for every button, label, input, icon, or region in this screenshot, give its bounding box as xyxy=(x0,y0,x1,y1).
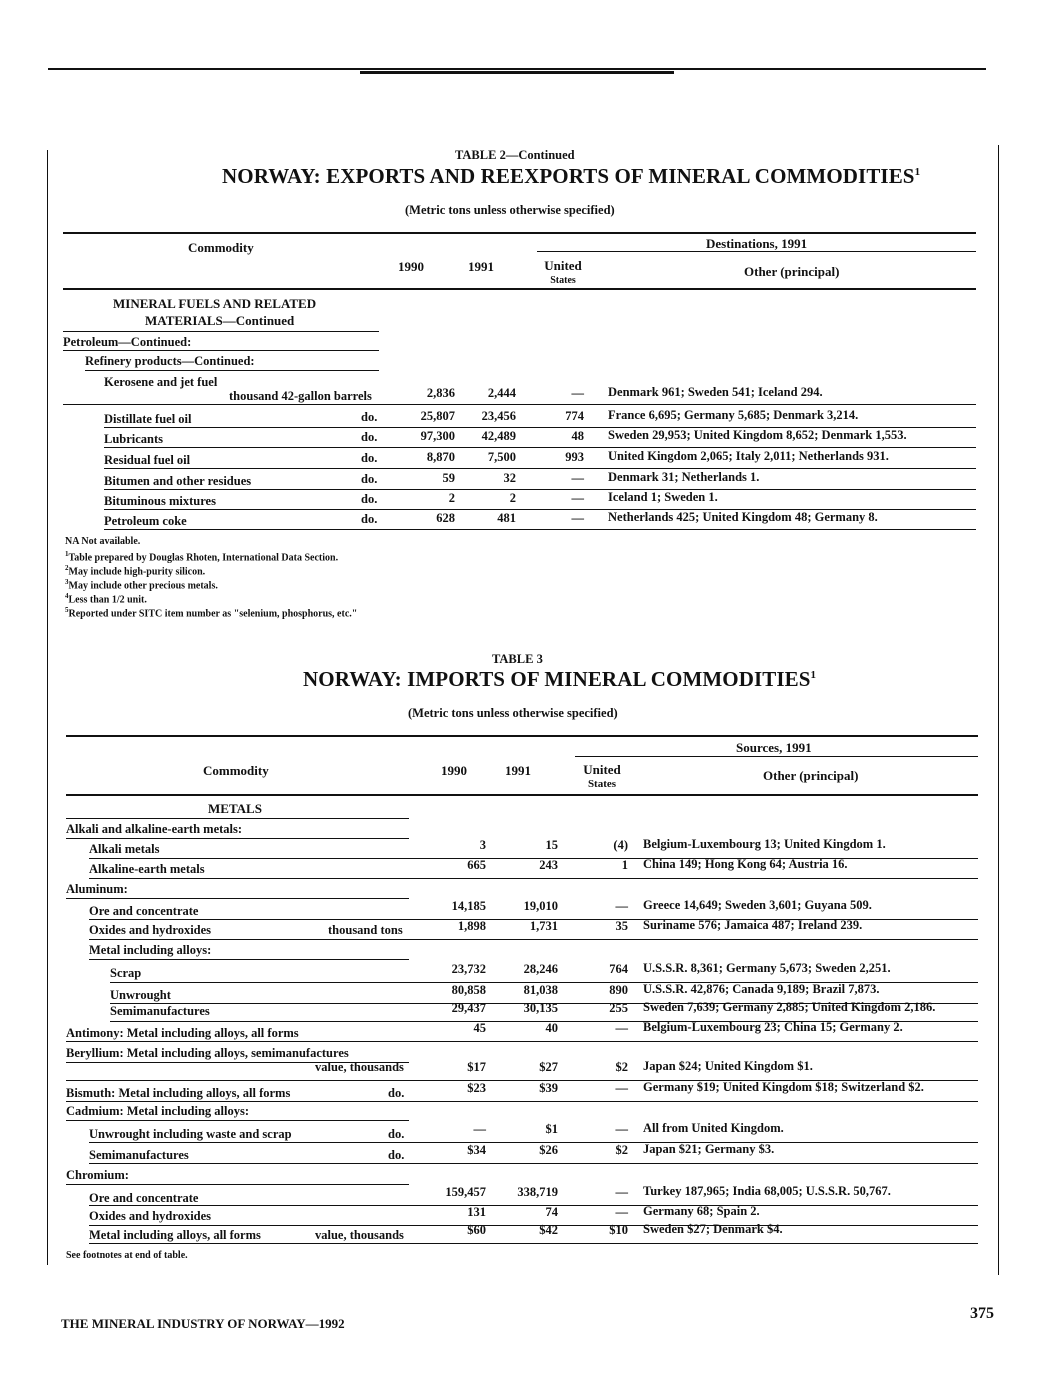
table2-row-1991: 481 xyxy=(497,511,516,525)
table2-row-1990: 628 xyxy=(436,511,455,525)
table3-row-name: Semimanufactures xyxy=(110,1004,210,1018)
table2-footnote xyxy=(65,550,338,563)
table2-row-unit: do. xyxy=(361,512,378,526)
table3-row-1991: 19,010 xyxy=(523,899,558,913)
table2-row-name: Petroleum coke xyxy=(104,514,187,528)
table3-row-name: Unwrought including waste and scrap xyxy=(89,1127,292,1141)
table2-row-1991: 2 xyxy=(509,491,516,505)
table2-header-commodity: Commodity xyxy=(188,240,254,255)
table2-footnote xyxy=(65,606,357,619)
table3-row-other: U.S.S.R. 42,876; Canada 9,189; Brazil 7,873. xyxy=(643,982,880,996)
table3-group-label: Cadmium: Metal including alloys: xyxy=(66,1104,249,1118)
table3-row-name: Scrap xyxy=(110,966,142,980)
table2-footnote xyxy=(65,592,147,605)
table3-row-name: Ore and concentrate xyxy=(89,904,199,918)
table2-title-text: NORWAY: EXPORTS AND REEXPORTS OF MINERAL COMMODITIES xyxy=(222,164,915,188)
table3-header-other: Other (principal) xyxy=(763,768,859,783)
table3-row-rule xyxy=(89,939,978,940)
table3-header-top-rule xyxy=(66,735,978,737)
table2-header-destinations: Destinations, 1991 xyxy=(706,236,808,251)
table3-section: METALS xyxy=(208,801,262,816)
table2-group-petroleum-rule xyxy=(63,350,379,351)
table2-section-line1: MINERAL FUELS AND RELATED xyxy=(113,296,317,311)
table3-row-other: U.S.S.R. 8,361; Germany 5,673; Sweden 2,251. xyxy=(643,961,891,975)
table2-row-us: — xyxy=(571,386,584,400)
table2-row-us: — xyxy=(571,511,584,525)
table3-row-other: All from United Kingdom. xyxy=(643,1121,784,1135)
table3-row-name: Metal including alloys, all forms xyxy=(89,1228,261,1242)
table3-row-other: Japan $24; United Kingdom $1. xyxy=(643,1059,813,1073)
table2-row-other: France 6,695; Germany 5,685; Denmark 3,214. xyxy=(608,408,859,422)
table3-row-us: 764 xyxy=(609,962,628,976)
table3-row-us: 35 xyxy=(615,919,628,933)
table2-title xyxy=(222,164,920,189)
table3-header-us xyxy=(574,762,630,792)
table3-row-1990: 80,858 xyxy=(451,983,486,997)
table2-footnote-mark: 1 xyxy=(65,550,69,558)
table3-row-other: China 149; Hong Kong 64; Austria 16. xyxy=(643,857,848,871)
table2-header-bottom-rule xyxy=(63,288,976,290)
table2-row-1991: 32 xyxy=(503,471,516,485)
table3-subtitle: (Metric tons unless otherwise specified) xyxy=(408,706,618,720)
table3-row-us: 890 xyxy=(609,983,628,997)
table2-row-other: United Kingdom 2,065; Italy 2,011; Netherlands 931. xyxy=(608,449,889,463)
table2-row-1991: 2,444 xyxy=(487,386,516,400)
table2-footnote xyxy=(65,578,218,591)
table3-row-1991: $27 xyxy=(539,1060,558,1074)
table3-row-unit: value, thousands xyxy=(315,1060,404,1074)
table2-row-1990: 8,870 xyxy=(426,450,455,464)
table2-row-other: Iceland 1; Sweden 1. xyxy=(608,490,718,504)
table3-section-rule xyxy=(66,818,409,819)
table2-row-unit: do. xyxy=(361,451,378,465)
table3-caption: TABLE 3 xyxy=(492,652,543,666)
table3-row-1990: 665 xyxy=(467,858,486,872)
table2-row-rule xyxy=(104,447,976,448)
table3-row-other: Greece 14,649; Sweden 3,601; Guyana 509. xyxy=(643,898,872,912)
table2-header-other: Other (principal) xyxy=(744,264,840,279)
table2-row-1990: 2 xyxy=(448,491,455,505)
table2-footnote-mark: 2 xyxy=(65,564,69,572)
table3-row-unit: do. xyxy=(388,1086,405,1100)
table2-row-us: — xyxy=(571,471,584,485)
table3-row-other: Sweden 7,639; Germany 2,885; United Kingdom 2,186. xyxy=(643,1000,936,1014)
table3-row-rule xyxy=(89,878,978,879)
table2-footnote-text: Table prepared by Douglas Rhoten, International Data Section. xyxy=(68,552,339,564)
table2-footnote-mark: 4 xyxy=(65,592,69,600)
table3-row-us: 1 xyxy=(621,858,628,872)
table3-group-label: Aluminum: xyxy=(66,882,128,896)
table2-row-unit: do. xyxy=(361,472,378,486)
table2-row-other: Netherlands 425; United Kingdom 48; Germany 8. xyxy=(608,510,878,524)
table3-row-us: $2 xyxy=(615,1060,628,1074)
table3-sources-rule xyxy=(575,756,978,757)
table3-header-commodity: Commodity xyxy=(203,763,269,778)
table3-row-unit: do. xyxy=(388,1148,405,1162)
table3-header-bottom-rule xyxy=(66,794,978,796)
table2-group-refinery: Refinery products—Continued: xyxy=(85,354,255,368)
table2-header-top-rule xyxy=(63,232,976,234)
table2-row-1991: 42,489 xyxy=(481,429,516,443)
table3-group-rule xyxy=(66,1120,409,1121)
table2-row-unit: do. xyxy=(361,430,378,444)
table3-row-1990: 45 xyxy=(473,1021,486,1035)
table2-header-1991: 1991 xyxy=(468,259,494,274)
table3-row-1991: $1 xyxy=(545,1122,558,1136)
table3-row-us: — xyxy=(615,1021,628,1035)
table3-row-1990: $23 xyxy=(467,1081,486,1095)
table2-row-rule xyxy=(104,468,976,469)
table3-row-other: Suriname 576; Jamaica 487; Ireland 239. xyxy=(643,918,863,932)
table3-row-1990: 131 xyxy=(467,1205,486,1219)
table3-group-rule xyxy=(89,959,409,960)
table2-row-1990: 25,807 xyxy=(420,409,455,423)
table2-footnote-text: May include high-purity silicon. xyxy=(68,566,206,578)
table2-header-us xyxy=(535,258,591,288)
table3-row-1990: 23,732 xyxy=(451,962,486,976)
table2-row-us: 774 xyxy=(565,409,584,423)
table3-row-1990: 1,898 xyxy=(457,919,486,933)
table3-row-unit: thousand tons xyxy=(328,923,403,937)
table2-footnote-mark: 3 xyxy=(65,578,69,586)
table2-caption: TABLE 2—Continued xyxy=(455,148,575,162)
table3-row-name: Alkali metals xyxy=(89,842,160,856)
table3-row-1990: $34 xyxy=(467,1143,486,1157)
table2-row-rule xyxy=(63,404,976,405)
table3-title xyxy=(303,667,816,692)
table3-row-other: Sweden $27; Denmark $4. xyxy=(643,1222,783,1236)
table2-kerosene-label: Kerosene and jet fuel xyxy=(104,375,218,389)
table2-footnote xyxy=(65,536,140,547)
table2-subtitle: (Metric tons unless otherwise specified) xyxy=(405,203,615,217)
table2-row-name: Bitumen and other residues xyxy=(104,474,252,488)
table3-row-rule xyxy=(66,1101,978,1102)
table3-group-label: Metal including alloys: xyxy=(89,943,212,957)
table3-row-1990: 3 xyxy=(479,838,486,852)
table3-row-1990: 159,457 xyxy=(445,1185,486,1199)
table3-group-rule xyxy=(66,898,409,899)
table3-row-1991: 243 xyxy=(539,858,558,872)
table3-row-us: $2 xyxy=(615,1143,628,1157)
table3-row-us: — xyxy=(615,1205,628,1219)
table3-row-name: Antimony: Metal including alloys, all forms xyxy=(66,1026,299,1040)
table3-row-other: Germany $19; United Kingdom $18; Switzerland $2. xyxy=(643,1080,924,1094)
table3-row-us: — xyxy=(615,1122,628,1136)
table3-row-us: $10 xyxy=(609,1223,628,1237)
table3-row-rule xyxy=(89,1163,978,1164)
left-margin-rule xyxy=(47,150,48,1265)
table3-row-name: Bismuth: Metal including alloys, all forms xyxy=(66,1086,291,1100)
right-margin-rule xyxy=(998,145,999,1275)
table2-row-name: Lubricants xyxy=(104,432,164,446)
table3-row-1990: 14,185 xyxy=(451,899,486,913)
table3-group-rule xyxy=(66,838,409,839)
table3-row-1991: $26 xyxy=(539,1143,558,1157)
table2-footnote-text: Less than 1/2 unit. xyxy=(68,594,147,606)
table3-row-1991: $39 xyxy=(539,1081,558,1095)
table3-row-rule xyxy=(89,1243,978,1244)
table3-footnote: See footnotes at end of table. xyxy=(66,1250,188,1261)
table3-row-1991: 338,719 xyxy=(517,1185,558,1199)
table3-row-other: Japan $21; Germany $3. xyxy=(643,1142,775,1156)
table2-row-us: — xyxy=(571,491,584,505)
table2-footnote-mark: 5 xyxy=(65,606,69,614)
table2-row-other: Denmark 31; Netherlands 1. xyxy=(608,470,760,484)
table2-row-1991: 7,500 xyxy=(487,450,516,464)
table3-header-sources: Sources, 1991 xyxy=(736,740,812,755)
table3-row-us: — xyxy=(615,1185,628,1199)
table3-row-name: Alkaline-earth metals xyxy=(89,862,205,876)
table2-section-line2: MATERIALS—Continued xyxy=(145,313,295,328)
table3-row-name: Ore and concentrate xyxy=(89,1191,199,1205)
table2-row-1990: 97,300 xyxy=(420,429,455,443)
table2-title-note: 1 xyxy=(914,166,921,178)
table2-header-us-line1: United xyxy=(544,258,582,273)
page-number: 375 xyxy=(970,1305,994,1322)
table3-row-1991: 1,731 xyxy=(529,919,558,933)
table3-row-us: 255 xyxy=(609,1001,628,1015)
table2-row-1990: 2,836 xyxy=(426,386,455,400)
table3-row-unit: do. xyxy=(388,1127,405,1141)
table3-row-name: Oxides and hydroxides xyxy=(89,923,212,937)
table2-row-rule xyxy=(104,529,976,530)
table3-row-1991: $42 xyxy=(539,1223,558,1237)
table2-row-name: Residual fuel oil xyxy=(104,453,191,467)
table3-row-other: Turkey 187,965; India 68,005; U.S.S.R. 50,767. xyxy=(643,1184,891,1198)
table2-row-us: 993 xyxy=(565,450,584,464)
table3-row-1990: $17 xyxy=(467,1060,486,1074)
table3-row-1991: 81,038 xyxy=(523,983,558,997)
table2-footnote-text: NA Not available. xyxy=(65,536,141,547)
top-rule xyxy=(48,68,986,70)
table3-title-text: NORWAY: IMPORTS OF MINERAL COMMODITIES xyxy=(303,667,811,691)
table3-row-us: (4) xyxy=(613,838,628,852)
table2-row-name: thousand 42-gallon barrels xyxy=(229,389,372,403)
table3-header-1990: 1990 xyxy=(441,763,467,778)
table3-row-1991: 74 xyxy=(545,1205,558,1219)
table3-row-1991: 15 xyxy=(545,838,558,852)
table3-group-label: Alkali and alkaline-earth metals: xyxy=(66,822,243,836)
table2-header-us-line2: States xyxy=(550,275,576,286)
table3-group-rule xyxy=(66,1184,409,1185)
table2-row-other: Denmark 961; Sweden 541; Iceland 294. xyxy=(608,385,823,399)
table2-row-1990: 59 xyxy=(442,471,455,485)
table2-row-unit: do. xyxy=(361,492,378,506)
table3-row-1990: — xyxy=(473,1122,486,1136)
table3-row-name: Oxides and hydroxides xyxy=(89,1209,212,1223)
table3-row-us: — xyxy=(615,1081,628,1095)
table2-row-name: Distillate fuel oil xyxy=(104,412,192,426)
table3-header-us-line2: States xyxy=(587,778,617,790)
table3-row-other: Belgium-Luxembourg 13; United Kingdom 1. xyxy=(643,837,886,851)
table3-row-other: Belgium-Luxembourg 23; China 15; Germany 2. xyxy=(643,1020,903,1034)
table3-header-us-line1: United xyxy=(583,762,621,777)
table3-row-1990: 29,437 xyxy=(451,1001,486,1015)
table3-row-name: Semimanufactures xyxy=(89,1148,189,1162)
table3-row-other: Germany 68; Spain 2. xyxy=(643,1204,760,1218)
table2-row-name: Bituminous mixtures xyxy=(104,494,216,508)
table2-group-petroleum: Petroleum—Continued: xyxy=(63,335,192,349)
table2-footnote-text: Reported under SITC item number as "selenium, phosphorus, etc." xyxy=(68,608,358,620)
table2-footnote-text: May include other precious metals. xyxy=(68,580,218,592)
table2-row-1991: 23,456 xyxy=(481,409,516,423)
table3-row-1991: 30,135 xyxy=(523,1001,558,1015)
table3-row-1991: 28,246 xyxy=(523,962,558,976)
table2-row-rule xyxy=(104,489,976,490)
table3-row-1991: 40 xyxy=(545,1021,558,1035)
table2-group-refinery-rule xyxy=(85,370,379,371)
table3-row-1990: $60 xyxy=(467,1223,486,1237)
table2-row-other: Sweden 29,953; United Kingdom 8,652; Denmark 1,553. xyxy=(608,428,907,442)
table2-row-us: 48 xyxy=(571,429,584,443)
table2-footnote xyxy=(65,564,205,577)
table3-header-1991: 1991 xyxy=(505,763,531,778)
table2-section-rule xyxy=(63,331,379,332)
table3-group-label: Beryllium: Metal including alloys, semimanufactures xyxy=(66,1046,349,1060)
table3-row-name: Unwrought xyxy=(110,988,171,1002)
running-title: THE MINERAL INDUSTRY OF NORWAY—1992 xyxy=(61,1316,345,1331)
top-rule-thick xyxy=(360,71,674,74)
table3-title-note: 1 xyxy=(810,669,817,681)
table3-row-us: — xyxy=(615,899,628,913)
table3-row-rule xyxy=(66,1041,978,1042)
table3-row-unit: value, thousands xyxy=(315,1228,404,1242)
table2-header-1990: 1990 xyxy=(398,259,424,274)
table2-row-unit: do. xyxy=(361,410,378,424)
table3-group-label: Chromium: xyxy=(66,1168,129,1182)
